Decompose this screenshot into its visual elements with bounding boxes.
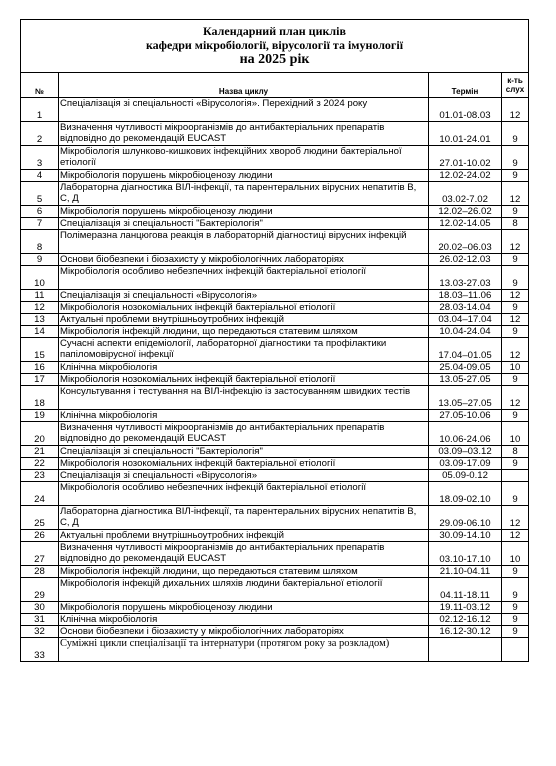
row-cycle-name: Мікробіологія інфекцій людини, що передаються статевим шляхом (60, 566, 358, 577)
row-name-cell (59, 482, 429, 506)
row-term: 13.05–27.05 (429, 386, 502, 410)
row-name-cell (59, 218, 429, 230)
row-count: 10 (502, 422, 529, 446)
row-count: 8 (502, 218, 529, 230)
row-term: 16.12-30.12 (429, 626, 502, 638)
row-term: 10.06-24.06 (429, 422, 502, 446)
row-count: 9 (502, 326, 529, 338)
row-cycle-name: Спеціалізація зі спеціальності «Вірусологія». Перехідний з 2024 року (60, 98, 368, 109)
table-title (21, 20, 529, 73)
row-cycle-name: Мікробіологія порушень мікробіоценозу людини (60, 602, 273, 613)
row-number: 20 (21, 422, 59, 446)
row-count: 9 (502, 374, 529, 386)
row-name-cell (59, 290, 429, 302)
row-number: 19 (21, 410, 59, 422)
row-term: 03.04–17.04 (429, 314, 502, 326)
row-term: 26.02-12.03 (429, 254, 502, 266)
row-cycle-name: Мікробіологія нозокоміальних інфекцій бактеріальної етіології (60, 458, 336, 469)
row-count: 9 (502, 458, 529, 470)
row-number: 32 (21, 626, 59, 638)
row-number: 25 (21, 506, 59, 530)
table-row (21, 338, 529, 362)
row-term: 30.09-14.10 (429, 530, 502, 542)
row-number: 13 (21, 314, 59, 326)
table-row (21, 602, 529, 614)
calendar-plan-table (20, 19, 529, 662)
row-term: 10.04-24.04 (429, 326, 502, 338)
row-count: 12 (502, 290, 529, 302)
row-cycle-name: Мікробіологія шлунково-кишкових інфекційних хвороб людини бактеріальної етіології (60, 146, 402, 168)
row-term: 19.11-03.12 (429, 602, 502, 614)
row-cycle-name: Спеціалізація зі спеціальності «Вірусологія» (60, 470, 258, 481)
row-count: 9 (502, 566, 529, 578)
row-term (429, 638, 502, 662)
row-number: 30 (21, 602, 59, 614)
row-number: 1 (21, 98, 59, 122)
row-cycle-name: Консультування і тестування на ВІЛ-інфекцію із застосуванням швидких тестів (60, 386, 411, 397)
row-number: 11 (21, 290, 59, 302)
row-number: 6 (21, 206, 59, 218)
row-name-cell (59, 122, 429, 146)
header-term: Термін (429, 73, 502, 98)
table-row (21, 482, 529, 506)
header-number: № (21, 73, 59, 98)
row-term: 03.09-17.09 (429, 458, 502, 470)
table-row (21, 470, 529, 482)
title-line-2: кафедри мікробіології, вірусології та імунології (145, 38, 404, 52)
row-term: 18.03–11.06 (429, 290, 502, 302)
row-count: 9 (502, 602, 529, 614)
title-line-1: Календарний план циклів (203, 24, 346, 38)
row-name-cell (59, 602, 429, 614)
row-number: 14 (21, 326, 59, 338)
row-number: 5 (21, 182, 59, 206)
row-count: 9 (502, 206, 529, 218)
row-term: 28.03-14.04 (429, 302, 502, 314)
row-count: 12 (502, 314, 529, 326)
header-row (21, 73, 529, 98)
table-body (21, 98, 529, 662)
row-count: 9 (502, 614, 529, 626)
table-row (21, 422, 529, 446)
row-number: 33 (21, 638, 59, 662)
row-number: 21 (21, 446, 59, 458)
row-term: 03.02-7.02 (429, 182, 502, 206)
row-number: 8 (21, 230, 59, 254)
table-row (21, 374, 529, 386)
row-cycle-name: Спеціалізація зі спеціальності «Вірусологія» (60, 290, 258, 301)
row-count: 12 (502, 230, 529, 254)
table-row (21, 410, 529, 422)
row-term: 13.03-27.03 (429, 266, 502, 290)
row-count: 9 (502, 146, 529, 170)
row-name-cell (59, 326, 429, 338)
row-term: 17.04–01.05 (429, 338, 502, 362)
row-count: 9 (502, 170, 529, 182)
table-row (21, 254, 529, 266)
row-cycle-name: Актуальні проблеми внутрішньоутробних інфекцій (60, 530, 284, 541)
row-number: 2 (21, 122, 59, 146)
row-name-cell (59, 542, 429, 566)
table-row (21, 638, 529, 662)
table-row (21, 458, 529, 470)
row-number: 29 (21, 578, 59, 602)
row-cycle-name: Визначення чутливості мікроорганізмів до антибактеріальних препаратів відповідно до рекомендацій EUCAST (60, 542, 385, 564)
row-count (502, 638, 529, 662)
row-cycle-name: Мікробіологія порушень мікробіоценозу людини (60, 206, 273, 217)
row-name-cell (59, 446, 429, 458)
row-name-cell (59, 338, 429, 362)
row-number: 22 (21, 458, 59, 470)
row-cycle-name: Клінічна мікробіологія (60, 362, 158, 373)
row-name-cell (59, 638, 429, 662)
row-number: 15 (21, 338, 59, 362)
row-number: 24 (21, 482, 59, 506)
row-term: 03.10-17.10 (429, 542, 502, 566)
row-name-cell (59, 422, 429, 446)
row-term: 29.09-06.10 (429, 506, 502, 530)
table-row (21, 218, 529, 230)
table-row (21, 182, 529, 206)
row-name-cell (59, 386, 429, 410)
row-number: 10 (21, 266, 59, 290)
row-cycle-name: Клінічна мікробіологія (60, 614, 158, 625)
row-name-cell (59, 506, 429, 530)
row-cycle-name: Клінічна мікробіологія (60, 410, 158, 421)
row-count: 12 (502, 506, 529, 530)
row-name-cell (59, 626, 429, 638)
row-count: 12 (502, 338, 529, 362)
row-cycle-name: Визначення чутливості мікроорганізмів до антибактеріальних препаратів відповідно до рекомендацій EUCAST (60, 122, 385, 144)
table-row (21, 98, 529, 122)
row-count: 9 (502, 482, 529, 506)
row-term: 10.01-24.01 (429, 122, 502, 146)
table-row (21, 146, 529, 170)
table-row (21, 578, 529, 602)
title-line-3: на 2025 рік (239, 52, 310, 67)
row-name-cell (59, 362, 429, 374)
table-row (21, 230, 529, 254)
row-name-cell (59, 470, 429, 482)
table-row (21, 326, 529, 338)
row-count: 9 (502, 410, 529, 422)
row-term: 18.09-02.10 (429, 482, 502, 506)
row-count: 9 (502, 254, 529, 266)
row-term: 20.02–06.03 (429, 230, 502, 254)
row-term: 13.05-27.05 (429, 374, 502, 386)
table-row (21, 542, 529, 566)
row-term: 01.01-08.03 (429, 98, 502, 122)
row-term: 12.02-24.02 (429, 170, 502, 182)
table-row (21, 362, 529, 374)
header-count: к-ть слух (502, 73, 529, 98)
row-name-cell (59, 374, 429, 386)
table-row (21, 314, 529, 326)
table-row (21, 446, 529, 458)
row-term: 21.10-04.11 (429, 566, 502, 578)
row-cycle-name: Мікробіологія порушень мікробіоценозу людини (60, 170, 273, 181)
table-row (21, 206, 529, 218)
row-number: 17 (21, 374, 59, 386)
row-count: 9 (502, 122, 529, 146)
table-row (21, 386, 529, 410)
row-term: 27.05-10.06 (429, 410, 502, 422)
row-term: 03.09–03.12 (429, 446, 502, 458)
row-cycle-name: Мікробіологія інфекцій людини, що передаються статевим шляхом (60, 326, 358, 337)
row-name-cell (59, 614, 429, 626)
row-cycle-name: Лабораторна діагностика ВІЛ-інфекції, та парентеральних вірусних непатитів В, С, Д (60, 506, 417, 528)
row-name-cell (59, 254, 429, 266)
row-name-cell (59, 458, 429, 470)
row-count (502, 470, 529, 482)
row-cycle-name: Мікробіологія особливо небезпечних інфекцій бактеріальної етіології (60, 266, 367, 277)
row-cycle-name: Сучасні аспекти епідеміології, лабораторної діагностики та профілактики папіломовірусної інфекції (60, 338, 387, 360)
row-cycle-name: Спеціалізація зі спеціальності "Бактеріологія" (60, 446, 263, 457)
table-row (21, 122, 529, 146)
row-number: 31 (21, 614, 59, 626)
row-number: 26 (21, 530, 59, 542)
row-number: 18 (21, 386, 59, 410)
row-name-cell (59, 170, 429, 182)
row-term: 27.01-10.02 (429, 146, 502, 170)
row-number: 7 (21, 218, 59, 230)
table-row (21, 614, 529, 626)
row-count: 12 (502, 98, 529, 122)
row-number: 28 (21, 566, 59, 578)
table-row (21, 566, 529, 578)
table-row (21, 302, 529, 314)
row-count: 12 (502, 530, 529, 542)
row-cycle-name: Полімеразна ланцюгова реакція в лабораторній діагностиці вірусних інфекцій (60, 230, 407, 241)
row-number: 27 (21, 542, 59, 566)
row-count: 10 (502, 542, 529, 566)
table-row (21, 530, 529, 542)
row-term: 02.12-16.12 (429, 614, 502, 626)
row-number: 3 (21, 146, 59, 170)
row-count: 9 (502, 302, 529, 314)
row-cycle-name: Лабораторна діагностика ВІЛ-інфекції, та парентеральних вірусних непатитів В, С, Д (60, 182, 417, 204)
row-name-cell (59, 566, 429, 578)
row-cycle-name: Мікробіологія нозокоміальних інфекцій бактеріальної етіології (60, 374, 336, 385)
row-term: 04.11-18.11 (429, 578, 502, 602)
row-name-cell (59, 314, 429, 326)
row-name-cell (59, 206, 429, 218)
table-row (21, 626, 529, 638)
row-cycle-name: Суміжні цикли спеціалізації та інтернатури (протягом року за розкладом) (60, 638, 390, 649)
table-row (21, 170, 529, 182)
row-cycle-name: Мікробіологія нозокоміальних інфекцій бактеріальної етіології (60, 302, 336, 313)
row-name-cell (59, 530, 429, 542)
row-cycle-name: Мікробіологія інфекцій дихальних шляхів людини бактеріальної етіології (60, 578, 383, 589)
row-number: 23 (21, 470, 59, 482)
row-name-cell (59, 230, 429, 254)
row-cycle-name: Мікробіологія особливо небезпечних інфекцій бактеріальної етіології (60, 482, 367, 493)
row-name-cell (59, 578, 429, 602)
row-name-cell (59, 302, 429, 314)
table-row (21, 266, 529, 290)
row-cycle-name: Актуальні проблеми внутрішньоутробних інфекцій (60, 314, 284, 325)
row-count: 8 (502, 446, 529, 458)
row-cycle-name: Основи біобезпеки і біозахисту у мікробіологічних лабораторіях (60, 626, 344, 637)
row-count: 12 (502, 386, 529, 410)
row-term: 12.02–26.02 (429, 206, 502, 218)
table-row (21, 506, 529, 530)
header-cycle-name: Назва циклу (59, 73, 429, 98)
row-name-cell (59, 98, 429, 122)
row-number: 12 (21, 302, 59, 314)
row-name-cell (59, 182, 429, 206)
row-cycle-name: Визначення чутливості мікроорганізмів до антибактеріальних препаратів відповідно до рекомендацій EUCAST (60, 422, 385, 444)
table-row (21, 290, 529, 302)
row-count: 12 (502, 182, 529, 206)
row-count: 9 (502, 266, 529, 290)
row-number: 16 (21, 362, 59, 374)
row-number: 9 (21, 254, 59, 266)
row-cycle-name: Основи біобезпеки і біозахисту у мікробіологічних лабораторіях (60, 254, 344, 265)
row-term: 12.02-14.05 (429, 218, 502, 230)
row-count: 9 (502, 626, 529, 638)
row-term: 05.09-0.12 (429, 470, 502, 482)
row-name-cell (59, 146, 429, 170)
row-number: 4 (21, 170, 59, 182)
row-count: 9 (502, 578, 529, 602)
row-name-cell (59, 410, 429, 422)
row-cycle-name: Спеціалізація зі спеціальності "Бактеріологія" (60, 218, 263, 229)
row-name-cell (59, 266, 429, 290)
row-count: 10 (502, 362, 529, 374)
row-term: 25.04-09.05 (429, 362, 502, 374)
